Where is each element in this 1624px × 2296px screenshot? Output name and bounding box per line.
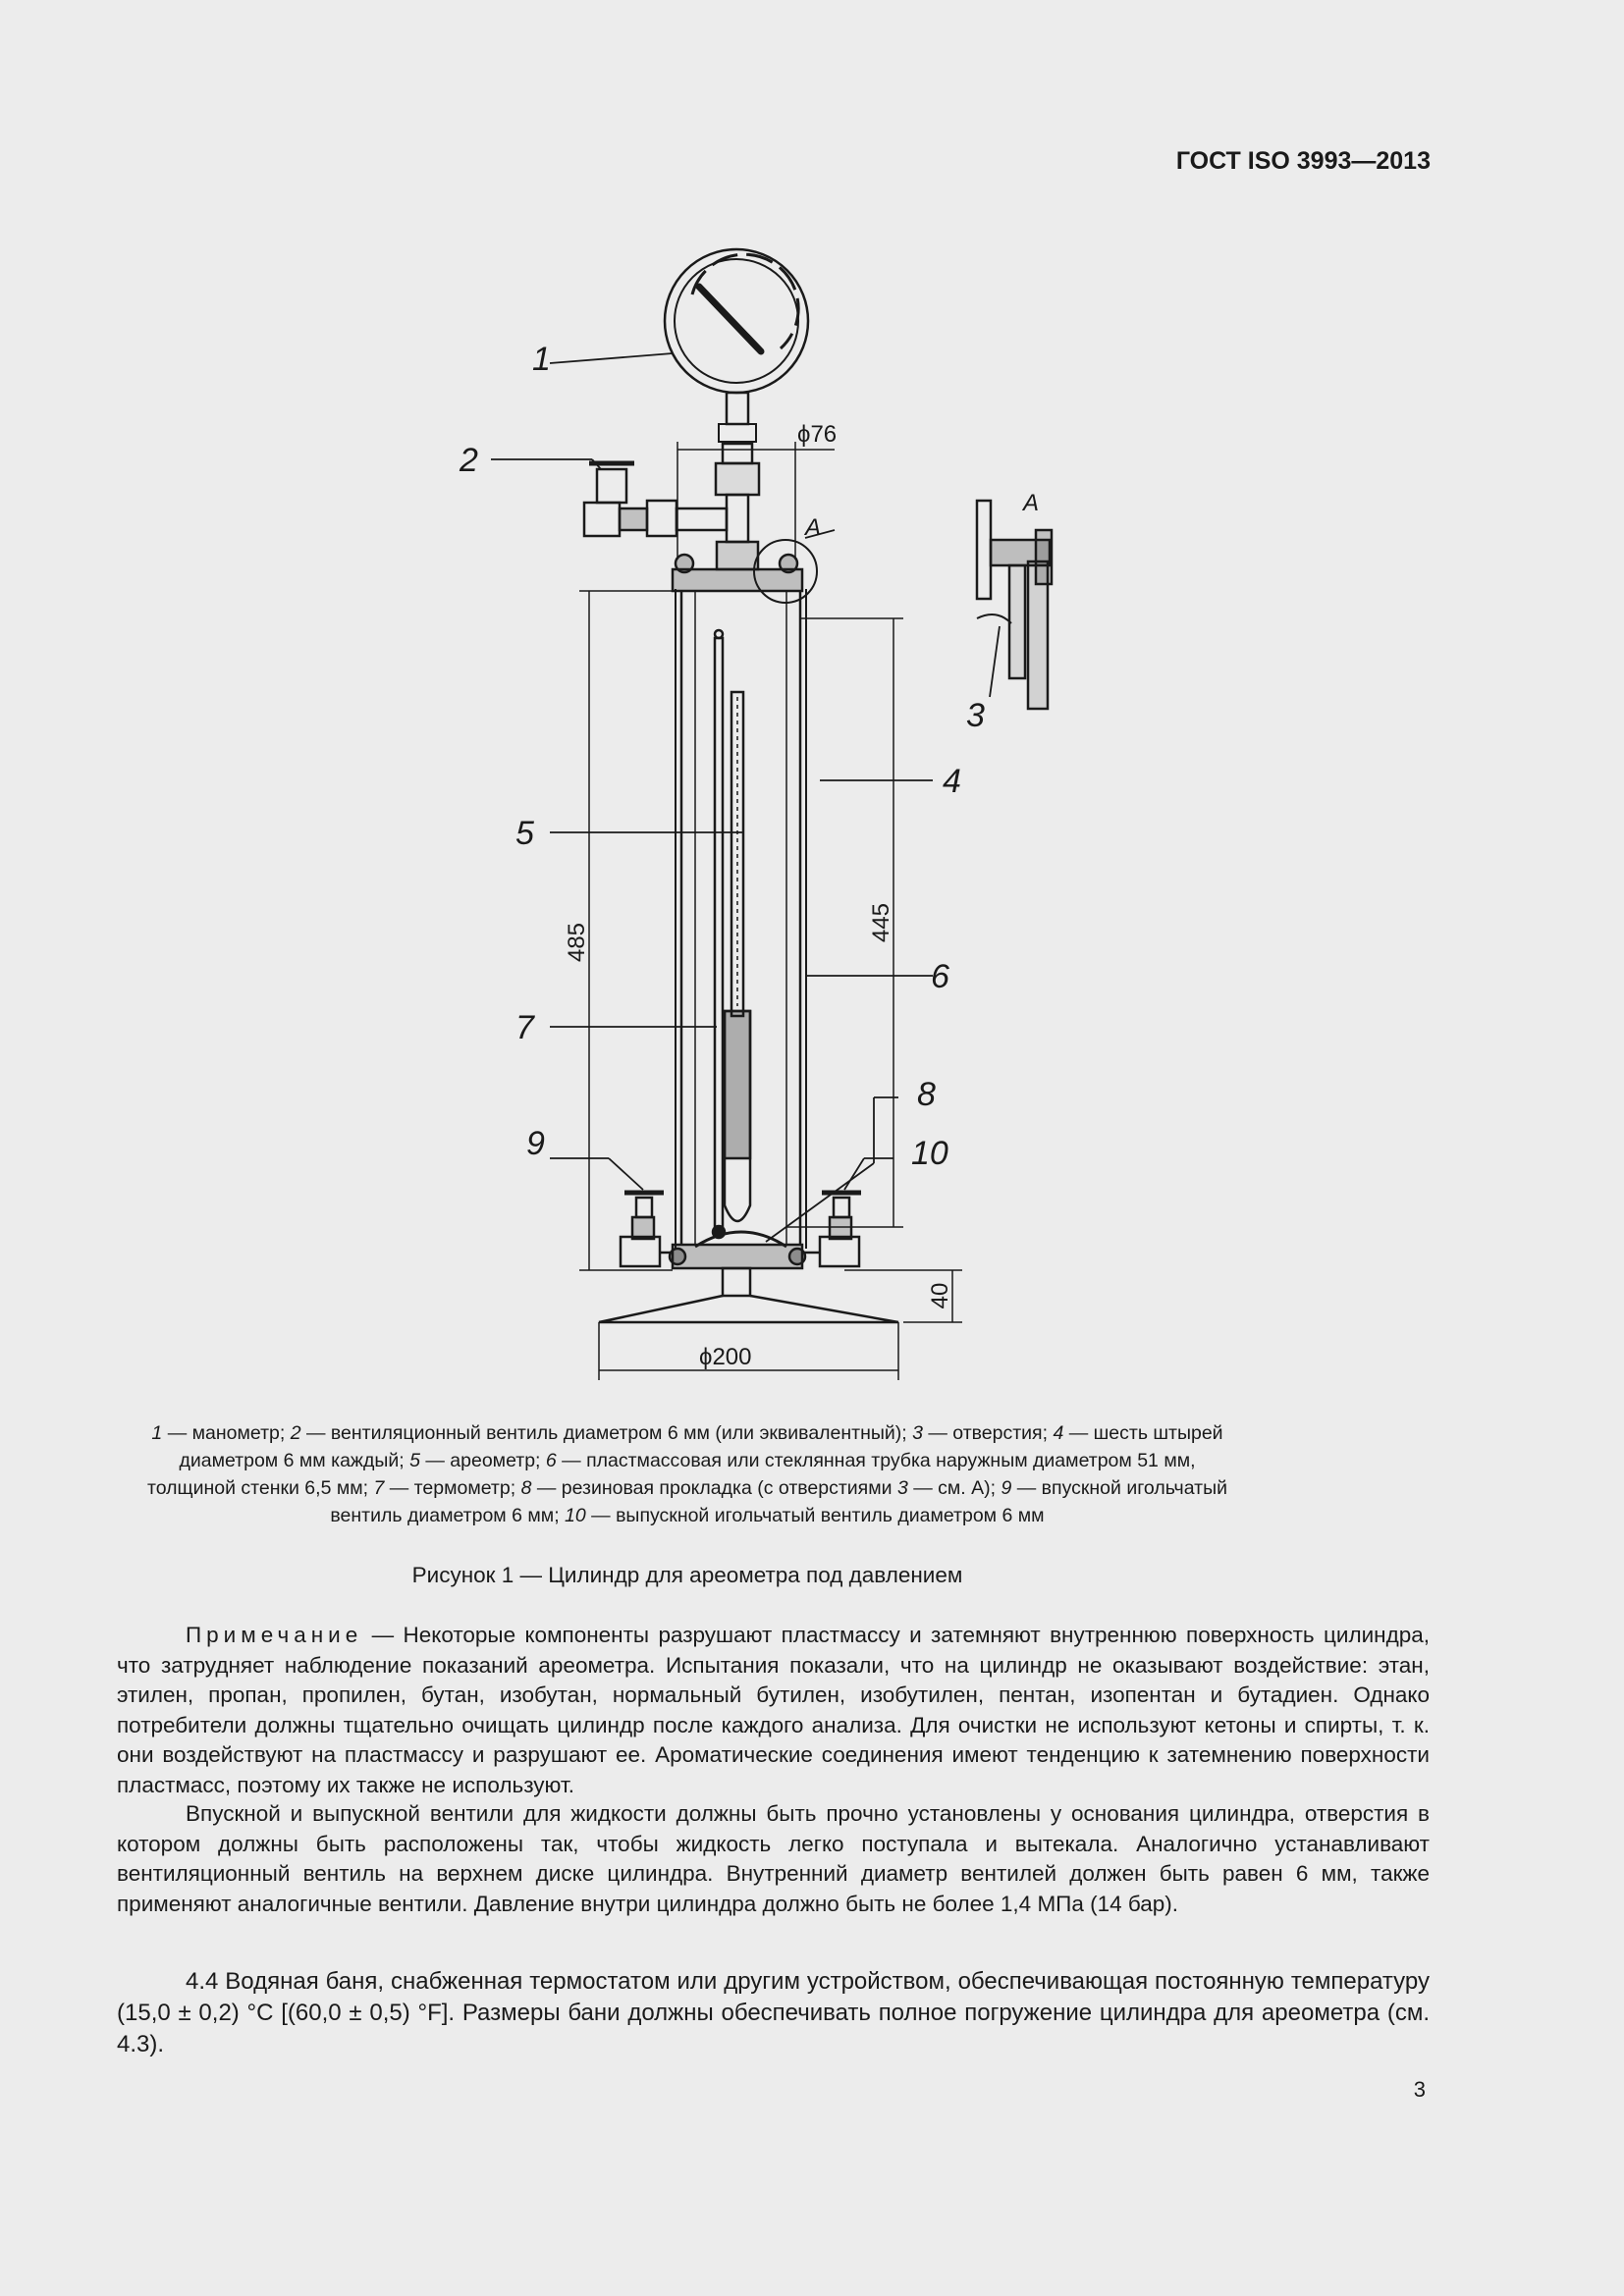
figure-legend: [133, 1419, 1242, 1529]
note-text: — Некоторые компоненты разрушают пластмассу и затемняют внутреннюю поверхность цилиндра, что затрудняет наблюдение показаний ареометра. Испытания показали, что на цилиндр не оказывают воздействие: этан, этилен, пропан, пропилен, бутан, изобутан, нормальный бутилен, изобутилен, пентан, изопентан и бутадиен. Однако потребители должны тщательно очищать цилиндр после каждого анализа. Для очистки не используют кетоны и спирты, т. к. они воздействуют на пластмассу и разрушают ее. Ароматические соединения имеют тенденцию к затемнению поверхности пластмасс, поэтому их также не используют.: [117, 1623, 1430, 1797]
callout-8: 8: [917, 1076, 936, 1113]
legend-text: — ареометр;: [419, 1450, 546, 1471]
page-number: 3: [1413, 2077, 1426, 2102]
bottom-flange: [673, 1245, 802, 1268]
figure-caption: Рисунок 1 — Цилиндр для ареометра под давлением: [411, 1563, 963, 1587]
standard-header: ГОСТ ISO 3993—2013: [1175, 147, 1431, 175]
legend-text: — резиновая прокладка (с отверстиями: [531, 1477, 897, 1499]
legend-num: 5: [409, 1450, 420, 1471]
legend-num: 6: [545, 1450, 557, 1471]
callout-10: 10: [911, 1135, 948, 1172]
callout-3: 3: [966, 697, 985, 734]
callout-leaders: [491, 353, 933, 1242]
valves-text: Впускной и выпускной вентили для жидкости должны быть прочно установлены у основания цилиндра, отверстия в котором должны быть расположены так, чтобы жидкость легко поступала и вытекала. Аналогично устанавливают вентиляционный вентиль на верхнем диске цилиндра. Внутренний диаметр вентилей должен быть равен 6 мм, также применяют аналогичные вентили. Давление внутри цилиндра должно быть не более 1,4 МПа (14 бар).: [117, 1801, 1430, 1916]
legend-num: 9: [1001, 1477, 1012, 1499]
callout-1: 1: [532, 341, 551, 378]
legend-num: 2: [290, 1422, 301, 1444]
valves-paragraph: [117, 1799, 1430, 1919]
legend-text: — термометр;: [384, 1477, 521, 1499]
legend-text: — см. А);: [907, 1477, 1001, 1499]
pressure-cylinder-diagram: [432, 206, 1119, 1384]
legend-text: — манометр;: [162, 1422, 291, 1444]
dim-base-diameter: ϕ200: [699, 1344, 752, 1370]
gauge-stem: [716, 393, 759, 569]
legend-num: 10: [565, 1505, 586, 1526]
hydrometer: [725, 692, 750, 1221]
callout-2: 2: [460, 442, 478, 479]
detail-a-marker-label: А: [805, 514, 822, 541]
note-paragraph: [117, 1621, 1430, 1800]
water-bath-paragraph: [117, 1966, 1430, 2060]
dim-base-height: 40: [927, 1282, 953, 1309]
legend-num: 3: [896, 1477, 908, 1499]
legend-text: — вентиляционный вентиль диаметром 6 мм (или эквивалентный);: [300, 1422, 913, 1444]
legend-num: 1: [151, 1422, 163, 1444]
base-stand: [599, 1268, 898, 1322]
legend-text: — шесть штырей диаметром 6 мм каждый;: [179, 1422, 1223, 1471]
callout-5: 5: [515, 815, 534, 852]
dim-top-diameter: ϕ76: [797, 421, 838, 448]
top-flange: [673, 569, 802, 591]
legend-num: 3: [912, 1422, 923, 1444]
legend-text: — отверстия;: [922, 1422, 1054, 1444]
callout-9: 9: [526, 1125, 545, 1162]
inlet-valve: [621, 1193, 673, 1266]
pressure-gauge: [665, 249, 808, 393]
vent-valve: [584, 463, 727, 536]
dim-height-inner: 445: [868, 902, 894, 943]
legend-text: — выпускной игольчатый вентиль диаметром 6 мм: [585, 1505, 1045, 1526]
thermometer: [713, 630, 725, 1238]
callout-6: 6: [931, 958, 949, 995]
callout-4: 4: [943, 763, 961, 800]
dim-height-total: 485: [564, 922, 590, 963]
water-bath-text: 4.4 Водяная баня, снабженная термостатом или другим устройством, обеспечивающая постоянную температуру (15,0 ± 0,2) °С [(60,0 ± 0,5) °F]. Размеры бани должны обеспечивать полное погружение цилиндра для ареометра (см. 4.3).: [117, 1968, 1430, 2057]
callout-7: 7: [515, 1009, 534, 1046]
legend-num: 8: [520, 1477, 532, 1499]
detail-a-view: [977, 501, 1052, 709]
detail-a-label: А: [1023, 490, 1040, 516]
legend-num: 4: [1053, 1422, 1064, 1444]
legend-text: — впускной игольчатый вентиль диаметром 6 мм;: [330, 1477, 1227, 1526]
legend-text: — пластмассовая или стеклянная трубка наружным диаметром 51 мм, толщиной стенки 6,5 мм;: [147, 1450, 1196, 1499]
outlet-valve: [802, 1193, 861, 1266]
legend-num: 7: [373, 1477, 385, 1499]
note-label: Примечание: [186, 1623, 363, 1647]
